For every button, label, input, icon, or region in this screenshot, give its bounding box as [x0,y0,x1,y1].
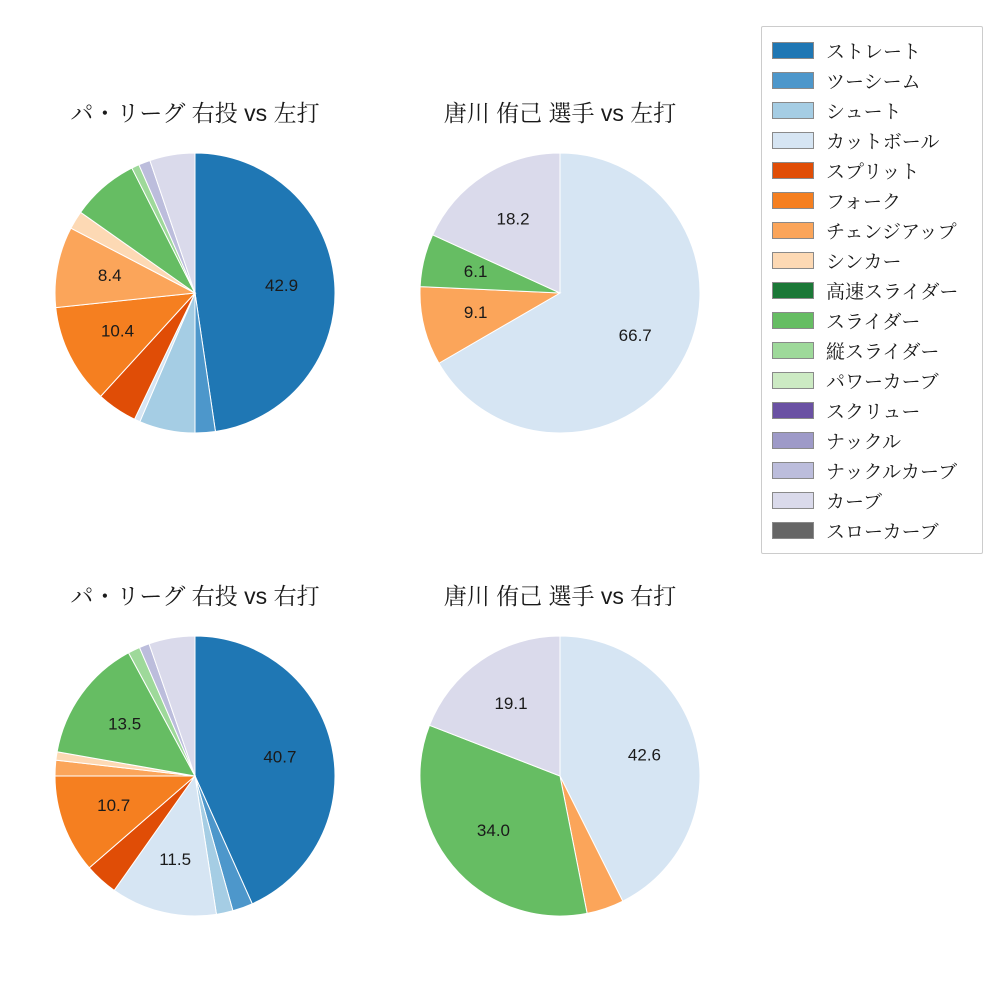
slice-value-label: 13.5 [108,714,142,734]
legend-swatch [772,342,814,359]
slice-value-label: 8.4 [97,266,122,286]
legend-label: スローカーブ [826,521,939,543]
slice-value-label: 42.9 [265,276,299,296]
pie-chart-0 [45,143,345,443]
legend-item [772,245,972,275]
pie-svg [45,143,345,443]
legend-swatch [772,372,814,389]
legend-swatch [772,402,814,419]
legend-label: フォーク [826,191,902,213]
legend-label: ツーシーム [826,71,921,93]
legend-label: スライダー [826,311,921,333]
panel-title: パ・リーグ 右投 vs 左打 [70,100,320,126]
legend-swatch [772,462,814,479]
legend-item [772,215,972,245]
slice-value-label: 6.1 [463,262,488,282]
legend-swatch [772,222,814,239]
legend-item [772,305,972,335]
legend-label: カットボール [826,131,940,153]
legend-label: ナックル [826,431,902,453]
legend-label: スクリュー [826,401,921,423]
legend-swatch [772,132,814,149]
slice-value-label: 34.0 [476,821,511,841]
pie-chart-1 [410,143,710,443]
legend-label: 高速スライダー [826,281,959,303]
slice-value-label: 18.2 [496,209,530,229]
legend-label: パワーカーブ [826,371,939,393]
slice-value-label: 10.4 [100,321,135,341]
legend-item [772,365,972,395]
pie-panel-league-vs-left [30,95,360,475]
panel-title: 唐川 侑己 選手 vs 左打 [443,100,677,126]
legend-label: シュート [826,101,902,123]
legend-item [772,425,972,455]
pie-svg [45,626,345,926]
legend-label: ストレート [826,41,922,63]
slice-value-label: 66.7 [618,325,652,345]
legend-label: シンカー [826,251,902,273]
legend-label: ナックルカーブ [826,461,958,483]
legend-swatch [772,72,814,89]
legend-item [772,485,972,515]
pie-panel-player-vs-left [395,95,725,475]
legend-swatch [772,192,814,209]
legend-item [772,275,972,305]
panel-title: 唐川 侑己 選手 vs 右打 [443,583,677,609]
pie-chart-2 [45,626,345,926]
legend-label: 縦スライダー [826,341,940,363]
legend-item [772,35,972,65]
legend-item [772,65,972,95]
legend-item [772,95,972,125]
slice-value-label: 40.7 [263,747,297,767]
legend-swatch [772,102,814,119]
pie-svg [410,143,710,443]
pie-chart-3 [410,626,710,926]
legend-item [772,125,972,155]
legend-swatch [772,282,814,299]
legend-swatch [772,432,814,449]
panel-title: パ・リーグ 右投 vs 右打 [70,583,320,609]
legend-swatch [772,492,814,509]
legend-item [772,515,972,545]
pie-panel-player-vs-right [395,578,725,958]
slice-value-label: 10.7 [97,795,131,815]
legend-swatch [772,252,814,269]
slice-value-label: 42.6 [627,745,662,765]
legend-item [772,335,972,365]
legend-label: チェンジアップ [826,221,957,243]
legend-label: スプリット [826,161,920,183]
pie-svg [410,626,710,926]
legend-swatch [772,522,814,539]
legend-item [772,155,972,185]
legend-swatch [772,42,814,59]
slice-value-label: 9.1 [463,303,488,323]
legend-swatch [772,312,814,329]
legend-item [772,455,972,485]
legend-label: カーブ [826,491,883,513]
legend-item [772,185,972,215]
legend-item [772,395,972,425]
legend-swatch [772,162,814,179]
pie-panel-league-vs-right [30,578,360,958]
slice-value-label: 11.5 [159,849,192,869]
slice-value-label: 19.1 [494,693,528,713]
legend [761,26,983,554]
